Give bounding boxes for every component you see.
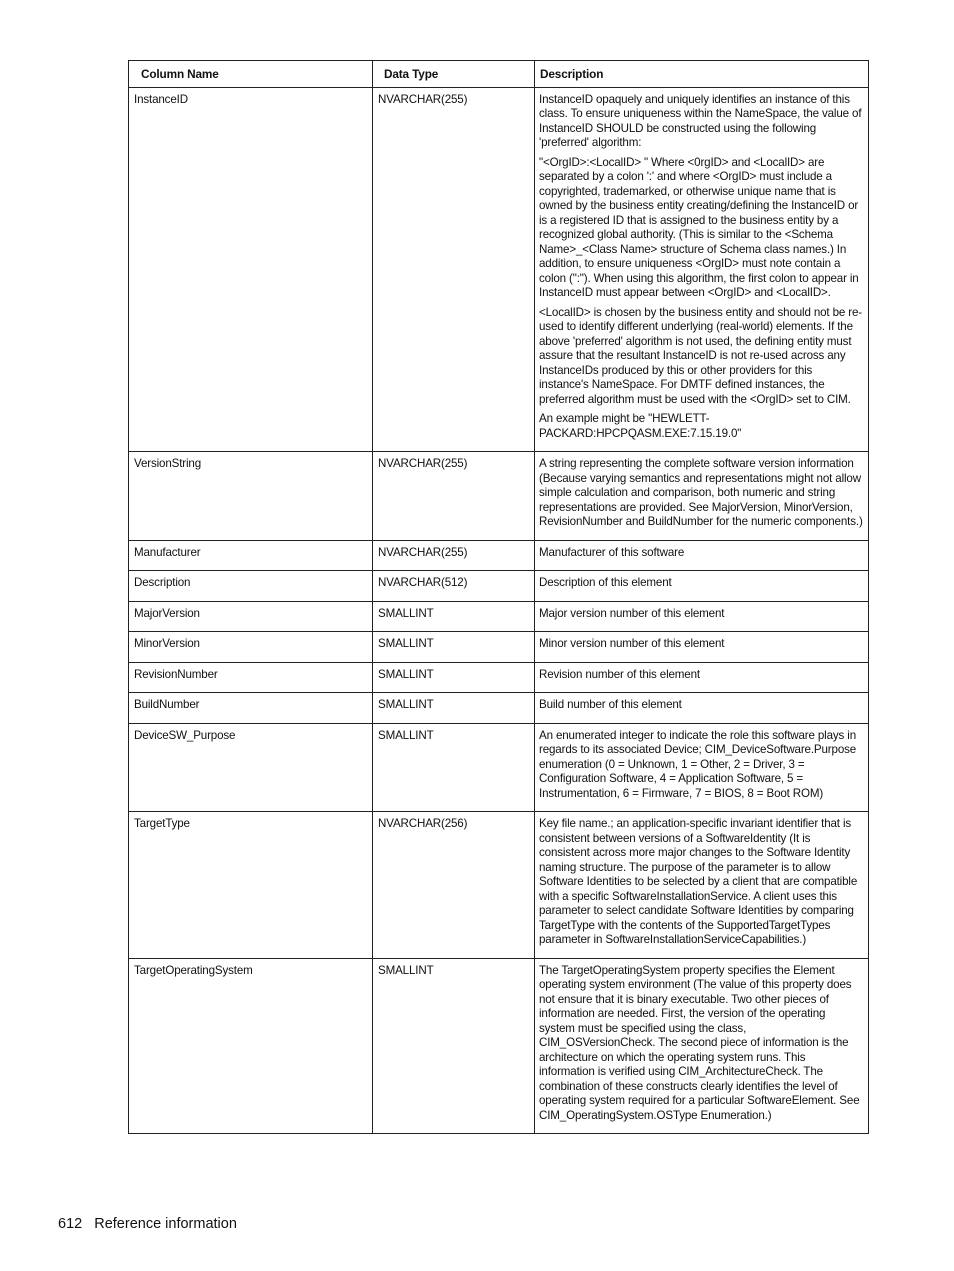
cell-description xyxy=(535,601,869,632)
description-paragraph: InstanceID opaquely and uniquely identifies an instance of this class. To ensure uniqueness within the NameSpace, the value of InstanceID SHOULD be constructed using the following 'preferred' algorithm: xyxy=(539,92,862,149)
description-paragraph: An example might be "HEWLETT-PACKARD:HPCPQASM.EXE:7.15.19.0" xyxy=(539,412,742,440)
cell-data-type: SMALLINT xyxy=(373,693,535,724)
cell-column-name: RevisionNumber xyxy=(129,662,373,693)
cell-column-name: TargetOperatingSystem xyxy=(129,958,373,1134)
cell-column-name: Manufacturer xyxy=(129,540,373,571)
description-paragraph: Manufacturer of this software xyxy=(539,545,685,559)
column-header-description: Description xyxy=(535,61,869,88)
cell-description xyxy=(535,452,869,541)
description-paragraph: An enumerated integer to indicate the role this software plays in regards to its associated Device; CIM_DeviceSoftware.Purpose enumeration (0 = Unknown, 1 = Other, 2 = Driver, 3 = Configuration Software, 4 = Application Software, 5 = Instrumentation, 6 = Firmware, 7 = BIOS, 8 = Boot ROM) xyxy=(539,728,857,800)
cell-column-name: MinorVersion xyxy=(129,632,373,663)
cell-data-type: NVARCHAR(255) xyxy=(373,452,535,541)
table-row xyxy=(129,87,869,452)
description-paragraph: Minor version number of this element xyxy=(539,637,725,650)
cell-column-name: TargetType xyxy=(129,812,373,959)
cell-data-type: SMALLINT xyxy=(373,632,535,663)
cell-description xyxy=(535,662,869,693)
column-header-data-type: Data Type xyxy=(373,61,535,88)
cell-data-type: NVARCHAR(256) xyxy=(373,812,535,959)
description-paragraph: Revision number of this element xyxy=(539,667,700,681)
cell-description xyxy=(535,571,869,602)
table-row xyxy=(129,601,869,632)
table-row xyxy=(129,452,869,541)
cell-description xyxy=(535,812,869,959)
cell-data-type: NVARCHAR(255) xyxy=(373,87,535,452)
cell-description xyxy=(535,723,869,812)
footer-section-title: Reference information xyxy=(94,1216,237,1232)
page-footer xyxy=(58,1216,237,1232)
table-row xyxy=(129,958,869,1134)
cell-data-type: NVARCHAR(512) xyxy=(373,571,535,602)
description-paragraph: Description of this element xyxy=(539,576,672,589)
cell-column-name: InstanceID xyxy=(129,87,373,452)
description-paragraph: The TargetOperatingSystem property specifies the Element operating system environment (The value of this property does not ensure that it is binary executable. Two other pieces of information are needed. First, the version of the operating system must be specified using the class, CIM_OSVersionCheck. The second piece of information is the architecture on which the operating system runs. This information is verified using CIM_ArchitectureCheck. The combination of these constructs clearly identifies the level of operating system required for a particular SoftwareElement. See CIM_OperatingSystem.OSType Enumeration.) xyxy=(539,963,860,1122)
cell-description xyxy=(535,87,869,452)
cell-column-name: MajorVersion xyxy=(129,601,373,632)
cell-column-name: Description xyxy=(129,571,373,602)
table-header-row xyxy=(129,61,869,88)
cell-description xyxy=(535,540,869,571)
description-paragraph: Major version number of this element xyxy=(539,606,725,620)
table-row xyxy=(129,812,869,959)
table-row xyxy=(129,540,869,571)
table-row xyxy=(129,662,869,693)
cell-column-name: VersionString xyxy=(129,452,373,541)
cell-column-name: BuildNumber xyxy=(129,693,373,724)
table-row xyxy=(129,723,869,812)
cell-data-type: SMALLINT xyxy=(373,601,535,632)
table-row xyxy=(129,632,869,663)
cell-column-name: DeviceSW_Purpose xyxy=(129,723,373,812)
description-paragraph: A string representing the complete software version information (Because varying semantics and representations might not allow simple calculation and comparison, both numeric and string representations are provided. See MajorVersion, MinorVersion, RevisionNumber and BuildNumber for the numeric components.) xyxy=(539,457,863,528)
cell-data-type: SMALLINT xyxy=(373,662,535,693)
table-row xyxy=(129,571,869,602)
cell-description xyxy=(535,693,869,724)
cell-description xyxy=(535,958,869,1134)
cell-data-type: SMALLINT xyxy=(373,723,535,812)
cell-description xyxy=(535,632,869,663)
description-paragraph: "<OrgID>:<LocalID> " Where <0rgID> and <LocalID> are separated by a colon ':' and where <OrgID> must include a copyrighted, trademarked, or otherwise unique name that is owned by the business entity creating/defining the InstanceID or is a registered ID that is assigned to the business entity by a recognized global authority. (This is similar to the <Schema Name>_<Class Name> structure of Schema class names.) In addition, to ensure uniqueness <OrgID> must note contain a colon (":"). When using this algorithm, the first colon to appear in InstanceID must appear between <OrgID> and <LocalID>. xyxy=(539,155,859,299)
page-number: 612 xyxy=(58,1216,83,1232)
table-row xyxy=(129,693,869,724)
cell-data-type: SMALLINT xyxy=(373,958,535,1134)
table-body xyxy=(129,87,869,1134)
description-paragraph: Key file name.; an application-specific invariant identifier that is consistent between versions of a SoftwareIdentity (It is consistent across more major changes to the Software Identity naming structure. The purpose of the parameter is to allow Software Identities to be selected by a client that are compatible with a specific SoftwareInstallationService. A client uses this parameter to select candidate Software Identities by comparing TargetType with the contents of the SupportedTargetTypes parameter in SoftwareInstallationServiceCapabilities.) xyxy=(539,817,858,946)
description-paragraph: <LocalID> is chosen by the business entity and should not be re-used to identify different underlying (real-world) elements. If the above 'preferred' algorithm is not used, the defining entity must assure that the resultant InstanceID is not re-used across any InstanceIDs produced by this or other providers for this instance's NameSpace. For DMTF defined instances, the preferred algorithm must be used with the <OrgID> set to CIM. xyxy=(539,305,862,406)
column-header-name: Column Name xyxy=(129,61,373,88)
description-paragraph: Build number of this element xyxy=(539,698,682,711)
reference-table xyxy=(128,60,869,1134)
cell-data-type: NVARCHAR(255) xyxy=(373,540,535,571)
